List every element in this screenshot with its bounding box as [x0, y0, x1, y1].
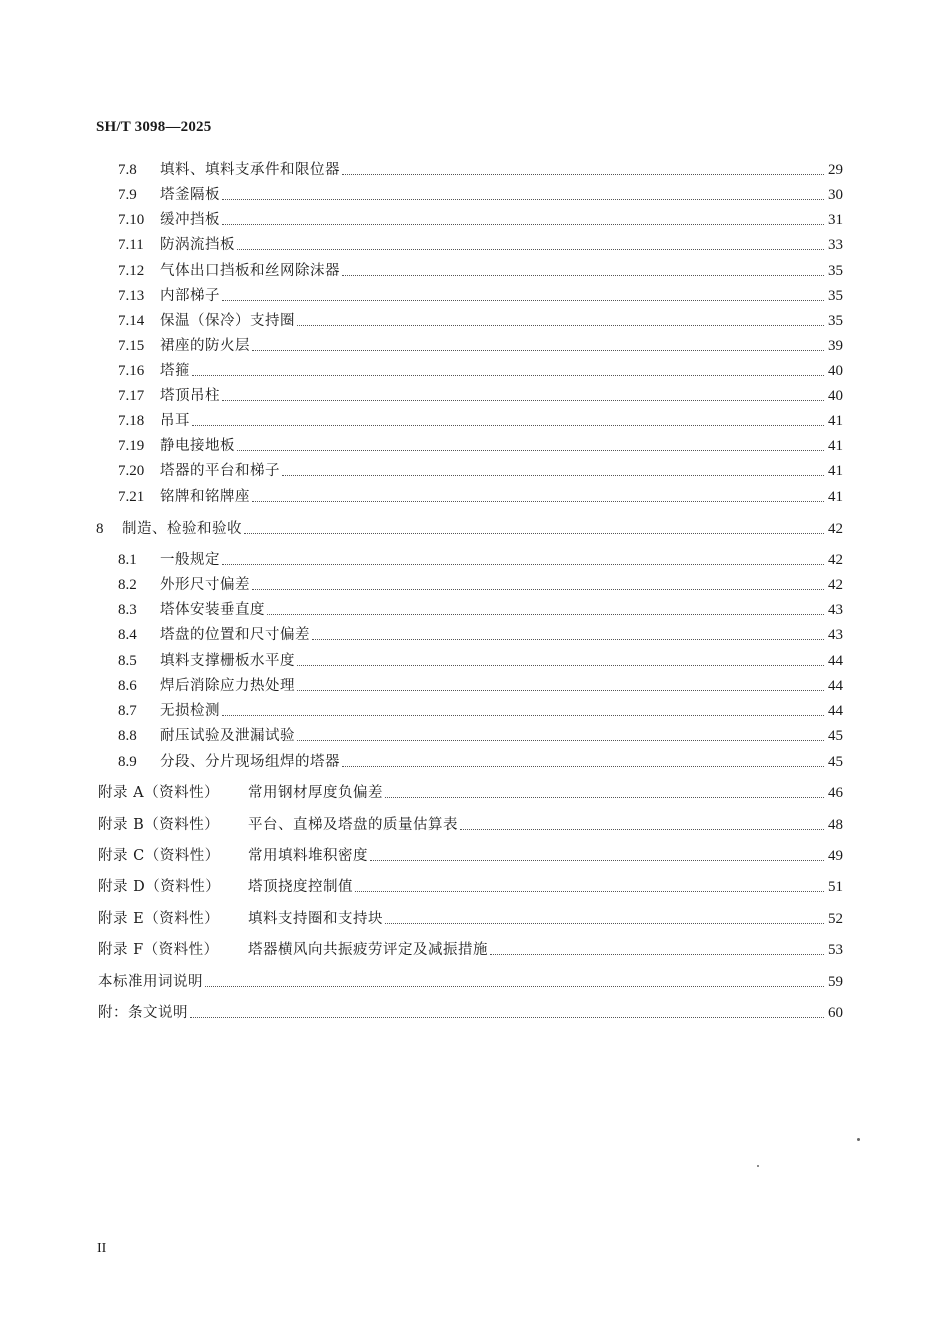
dot-leader — [222, 224, 824, 225]
dot-leader — [282, 475, 824, 476]
toc-entry-title: 附：条文说明 — [98, 1005, 188, 1021]
toc-entry-title: 一般规定 — [160, 552, 220, 568]
toc-entry-page: 43 — [828, 602, 843, 618]
toc-entry-title: 外形尺寸偏差 — [160, 577, 250, 593]
toc-entry-number: 7.15 — [118, 338, 145, 354]
dot-leader — [385, 923, 824, 924]
dot-leader — [342, 275, 824, 276]
dot-leader — [385, 797, 824, 798]
toc-entry-page: 42 — [828, 521, 843, 537]
toc-entry-page: 42 — [828, 577, 843, 593]
toc-entry-title: 分段、分片现场组焊的塔器 — [160, 754, 340, 770]
dot-leader — [222, 564, 824, 565]
toc-entry-title: 气体出口挡板和丝网除沫器 — [160, 263, 340, 279]
dot-leader — [222, 199, 824, 200]
toc-entry[interactable] — [98, 906, 843, 928]
dot-leader — [370, 860, 824, 861]
dot-leader — [252, 589, 824, 590]
toc-entry-page: 45 — [828, 754, 843, 770]
toc-entry-number: 8.7 — [118, 703, 137, 719]
toc-entry-page: 51 — [828, 879, 843, 895]
toc-entry[interactable] — [118, 258, 843, 280]
toc-entry[interactable] — [118, 572, 843, 594]
toc-entry-page: 41 — [828, 438, 843, 454]
dot-leader — [312, 639, 824, 640]
toc-entry-title: 无损检测 — [160, 703, 220, 719]
toc-entry-title: 塔器的平台和梯子 — [160, 463, 280, 479]
toc-entry[interactable] — [118, 698, 843, 720]
dot-leader — [297, 325, 824, 326]
toc-entry-title: 填料支持圈和支持块 — [248, 911, 383, 927]
toc-entry-title: 塔顶吊柱 — [160, 388, 220, 404]
toc-entry-number: 8.6 — [118, 678, 137, 694]
toc-entry-title: 静电接地板 — [160, 438, 235, 454]
toc-entry[interactable] — [118, 749, 843, 771]
toc-entry-page: 41 — [828, 489, 843, 505]
toc-entry[interactable] — [118, 157, 843, 179]
toc-entry[interactable] — [118, 458, 843, 480]
toc-entry-number: 7.14 — [118, 313, 145, 329]
toc-entry[interactable] — [118, 232, 843, 254]
toc-entry[interactable] — [118, 383, 843, 405]
toc-entry-number: 8.5 — [118, 653, 137, 669]
toc-entry[interactable] — [98, 1000, 843, 1022]
toc-entry-number: 附录 B（资料性） — [98, 817, 220, 833]
toc-entry-page: 41 — [828, 463, 843, 479]
page-number-footer: II — [97, 1241, 107, 1256]
toc-entry-title: 塔体安装垂直度 — [160, 602, 265, 618]
toc-entry-title: 吊耳 — [160, 413, 190, 429]
dot-leader — [252, 501, 824, 502]
toc-entry-page: 39 — [828, 338, 843, 354]
toc-entry-number: 8 — [96, 521, 104, 537]
toc-entry-page: 60 — [828, 1005, 843, 1021]
dot-leader — [237, 450, 824, 451]
toc-entry-page: 42 — [828, 552, 843, 568]
toc-entry-number: 8.1 — [118, 552, 137, 568]
toc-entry-page: 31 — [828, 212, 843, 228]
dot-leader — [490, 954, 824, 955]
scan-speck — [857, 1138, 860, 1141]
toc-entry[interactable] — [118, 182, 843, 204]
toc-entry-title: 防涡流挡板 — [160, 237, 235, 253]
toc-entry[interactable] — [118, 283, 843, 305]
toc-entry-number: 7.11 — [118, 237, 144, 253]
toc-entry-title: 焊后消除应力热处理 — [160, 678, 295, 694]
dot-leader — [252, 350, 824, 351]
toc-entry-title: 塔顶挠度控制值 — [248, 879, 353, 895]
dot-leader — [244, 533, 824, 534]
toc-entry-page: 40 — [828, 363, 843, 379]
toc-entry-page: 49 — [828, 848, 843, 864]
toc-entry-number: 7.18 — [118, 413, 145, 429]
toc-entry-number: 8.4 — [118, 627, 137, 643]
toc-entry-title: 填料、填料支承件和限位器 — [160, 162, 340, 178]
toc-entry-title: 保温（保冷）支持圈 — [160, 313, 295, 329]
dot-leader — [355, 891, 824, 892]
dot-leader — [190, 1017, 824, 1018]
dot-leader — [297, 665, 824, 666]
dot-leader — [222, 300, 824, 301]
toc-entry-title: 常用填料堆积密度 — [248, 848, 368, 864]
toc-entry-page: 29 — [828, 162, 843, 178]
toc-entry-number: 7.8 — [118, 162, 137, 178]
toc-entry-number: 8.2 — [118, 577, 137, 593]
toc-entry[interactable] — [98, 937, 843, 959]
toc-entry-number: 附录 A（资料性） — [98, 785, 220, 801]
toc-entry-title: 本标准用词说明 — [98, 974, 203, 990]
toc-entry-page: 41 — [828, 413, 843, 429]
toc-entry-page: 53 — [828, 942, 843, 958]
toc-entry-page: 43 — [828, 627, 843, 643]
toc-entry-number: 7.20 — [118, 463, 145, 479]
toc-entry[interactable] — [118, 723, 843, 745]
toc-entry-title: 填料支撑栅板水平度 — [160, 653, 295, 669]
toc-entry[interactable] — [118, 433, 843, 455]
dot-leader — [297, 690, 824, 691]
toc-entry-page: 44 — [828, 653, 843, 669]
toc-entry-number: 8.3 — [118, 602, 137, 618]
toc-entry-number: 附录 C（资料性） — [98, 848, 220, 864]
toc-entry-title: 制造、检验和验收 — [122, 521, 242, 537]
toc-entry[interactable] — [118, 358, 843, 380]
toc-entry-page: 48 — [828, 817, 843, 833]
dot-leader — [237, 249, 824, 250]
toc-entry-title: 常用钢材厚度负偏差 — [248, 785, 383, 801]
toc-entry-number: 附录 E（资料性） — [98, 911, 220, 927]
dot-leader — [192, 375, 824, 376]
scan-speck — [757, 1165, 759, 1167]
toc-entry-page: 33 — [828, 237, 843, 253]
toc-entry-number: 7.19 — [118, 438, 145, 454]
toc-entry-number: 7.16 — [118, 363, 145, 379]
toc-entry[interactable] — [118, 622, 843, 644]
toc-entry-page: 44 — [828, 678, 843, 694]
toc-entry-number: 附录 D（资料性） — [98, 879, 221, 895]
toc-entry-title: 铭牌和铭牌座 — [160, 489, 250, 505]
toc-entry[interactable] — [118, 408, 843, 430]
toc-entry-number: 7.13 — [118, 288, 145, 304]
toc-entry[interactable] — [118, 648, 843, 670]
dot-leader — [460, 829, 824, 830]
toc-entry-page: 30 — [828, 187, 843, 203]
toc-entry[interactable] — [98, 780, 843, 802]
toc-entry[interactable] — [118, 484, 843, 506]
toc-entry-title: 内部梯子 — [160, 288, 220, 304]
toc-entry[interactable] — [118, 673, 843, 695]
toc-entry-number: 8.8 — [118, 728, 137, 744]
toc-entry[interactable] — [118, 308, 843, 330]
toc-entry-page: 52 — [828, 911, 843, 927]
toc-entry[interactable] — [118, 333, 843, 355]
dot-leader — [342, 174, 824, 175]
toc-entry-page: 44 — [828, 703, 843, 719]
toc-entry-number: 7.12 — [118, 263, 145, 279]
toc-entry-number: 8.9 — [118, 754, 137, 770]
dot-leader — [222, 715, 824, 716]
toc-entry[interactable] — [98, 874, 843, 896]
toc-entry-number: 附录 F（资料性） — [98, 942, 219, 958]
dot-leader — [297, 740, 824, 741]
toc-entry[interactable] — [96, 516, 843, 538]
toc-entry-title: 塔器横风向共振疲劳评定及减振措施 — [248, 942, 488, 958]
dot-leader — [267, 614, 824, 615]
toc-entry-page: 45 — [828, 728, 843, 744]
toc-entry-title: 塔釜隔板 — [160, 187, 220, 203]
toc-entry-title: 耐压试验及泄漏试验 — [160, 728, 295, 744]
toc-entry-page: 35 — [828, 263, 843, 279]
toc-entry-page: 46 — [828, 785, 843, 801]
toc-entry[interactable] — [98, 812, 843, 834]
toc-entry[interactable] — [118, 597, 843, 619]
document-code-header: SH/T 3098—2025 — [96, 119, 212, 135]
dot-leader — [222, 400, 824, 401]
toc-entry-number: 7.17 — [118, 388, 145, 404]
toc-entry[interactable] — [118, 547, 843, 569]
toc-entry-page: 59 — [828, 974, 843, 990]
toc-entry-number: 7.21 — [118, 489, 145, 505]
toc-entry-page: 35 — [828, 288, 843, 304]
toc-entry-number: 7.9 — [118, 187, 137, 203]
toc-entry[interactable] — [98, 969, 843, 991]
dot-leader — [342, 766, 824, 767]
toc-entry[interactable] — [118, 207, 843, 229]
toc-entry-title: 缓冲挡板 — [160, 212, 220, 228]
toc-entry-title: 塔盘的位置和尺寸偏差 — [160, 627, 310, 643]
toc-entry-page: 40 — [828, 388, 843, 404]
dot-leader — [205, 986, 824, 987]
dot-leader — [192, 425, 824, 426]
toc-entry-page: 35 — [828, 313, 843, 329]
toc-entry-title: 塔箍 — [160, 363, 190, 379]
toc-entry-title: 裙座的防火层 — [160, 338, 250, 354]
toc-entry[interactable] — [98, 843, 843, 865]
toc-entry-number: 7.10 — [118, 212, 145, 228]
toc-entry-title: 平台、直梯及塔盘的质量估算表 — [248, 817, 458, 833]
